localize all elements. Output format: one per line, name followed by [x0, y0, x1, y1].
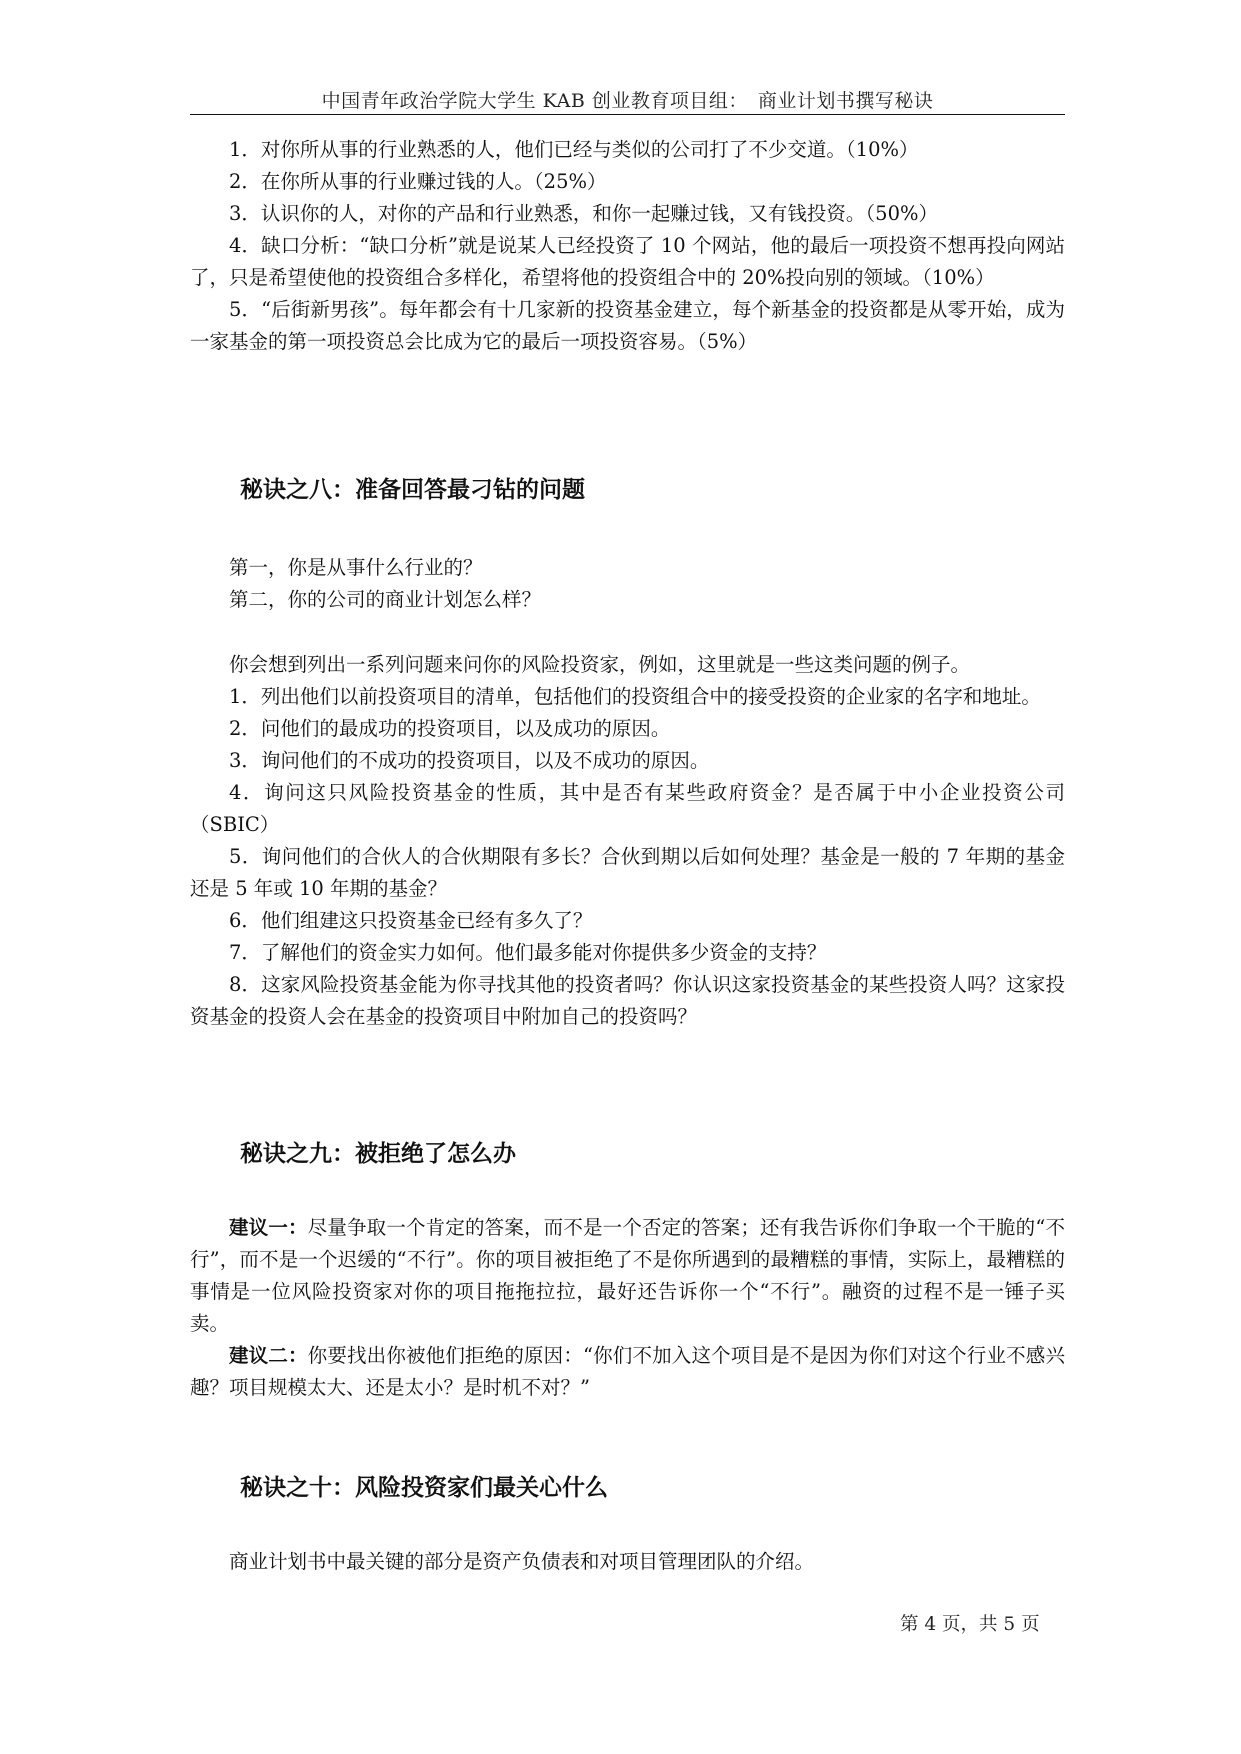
section-9-body: [190, 1212, 1065, 1404]
section-10: [190, 1472, 1065, 1504]
list-item: 2．在你所从事的行业赚过钱的人。（25%）: [229, 170, 607, 193]
paragraph: 商业计划书中最关键的部分是资产负债表和对项目管理团队的介绍。: [229, 1550, 815, 1573]
suggestion-text: 你要找出你被他们拒绝的原因：“你们不加入这个项目是不是因为你们对这个行业不感兴趣？项目规模太大、还是太小？是时机不对？”: [190, 1344, 1065, 1399]
section-8-list: [190, 649, 1065, 1033]
list-item: 5．询问他们的合伙人的合伙期限有多长？合伙到期以后如何处理？基金是一般的 7 年期的基金还是 5 年或 10 年期的基金？: [190, 845, 1065, 900]
page-number: 第 4 页，共 5 页: [900, 1614, 1040, 1635]
list-item: 4．询问这只风险投资基金的性质，其中是否有某些政府资金？是否属于中小企业投资公司（SBIC）: [190, 781, 1065, 836]
suggestion-2: [190, 1340, 1065, 1404]
list-item: 8．这家风险投资基金能为你寻找其他的投资者吗？你认识这家投资基金的某些投资人吗？这家投资基金的投资人会在基金的投资项目中附加自己的投资吗？: [190, 973, 1065, 1028]
section-9: [190, 1138, 1065, 1170]
list-item: 2．问他们的最成功的投资项目，以及成功的原因。: [229, 717, 671, 740]
suggestion-label: 建议二：: [229, 1344, 308, 1367]
running-header: 中国青年政治学院大学生 KAB 创业教育项目组： 商业计划书撰写秘诀: [321, 90, 934, 112]
list-item: 3．认识你的人，对你的产品和行业熟悉，和你一起赚过钱，又有钱投资。（50%）: [229, 202, 938, 225]
suggestion-label: 建议一：: [229, 1216, 308, 1239]
section-10-body: [190, 1546, 1065, 1578]
paragraph: 你会想到列出一系列问题来问你的风险投资家，例如，这里就是一些这类问题的例子。: [229, 653, 971, 676]
list-item: 5．“后街新男孩”。每年都会有十几家新的投资基金建立，每个新基金的投资都是从零开始，成为一家基金的第一项投资总会比成为它的最后一项投资容易。（5%）: [190, 298, 1065, 353]
section-heading: 秘诀之九：被拒绝了怎么办: [240, 1140, 516, 1167]
header-rule: [190, 114, 1065, 115]
investor-list: [190, 134, 1065, 358]
question: 第二，你的公司的商业计划怎么样？: [229, 588, 542, 611]
suggestion-text: 尽量争取一个肯定的答案，而不是一个否定的答案；还有我告诉你们争取一个干脆的“不行”，而不是一个迟缓的“不行”。你的项目被拒绝了不是你所遇到的最糟糕的事情，实际上，最糟糕的事情是一位风险投资家对你的项目拖拖拉拉，最好还告诉你一个“不行”。融资的过程不是一锤子买卖。: [190, 1216, 1065, 1335]
section-8-questions: [190, 552, 1065, 616]
list-item: 7．了解他们的资金实力如何。他们最多能对你提供多少资金的支持？: [229, 941, 827, 964]
list-item: 1．列出他们以前投资项目的清单，包括他们的投资组合中的接受投资的企业家的名字和地址。: [229, 685, 1041, 708]
section-heading: 秘诀之八：准备回答最刁钻的问题: [240, 476, 585, 503]
list-item: 1．对你所从事的行业熟悉的人，他们已经与类似的公司打了不少交道。（10%）: [229, 138, 919, 161]
section-8: [190, 474, 1065, 506]
question: 第一，你是从事什么行业的？: [229, 556, 483, 579]
suggestion-1: [190, 1212, 1065, 1340]
section-heading: 秘诀之十：风险投资家们最关心什么: [240, 1474, 608, 1501]
list-item: 4．缺口分析：“缺口分析”就是说某人已经投资了 10 个网站，他的最后一项投资不想再投向网站了，只是希望使他的投资组合多样化，希望将他的投资组合中的 20%投向别的领域。（10%）: [190, 234, 1065, 289]
list-item: 6．他们组建这只投资基金已经有多久了？: [229, 909, 593, 932]
list-item: 3．询问他们的不成功的投资项目，以及不成功的原因。: [229, 749, 710, 772]
